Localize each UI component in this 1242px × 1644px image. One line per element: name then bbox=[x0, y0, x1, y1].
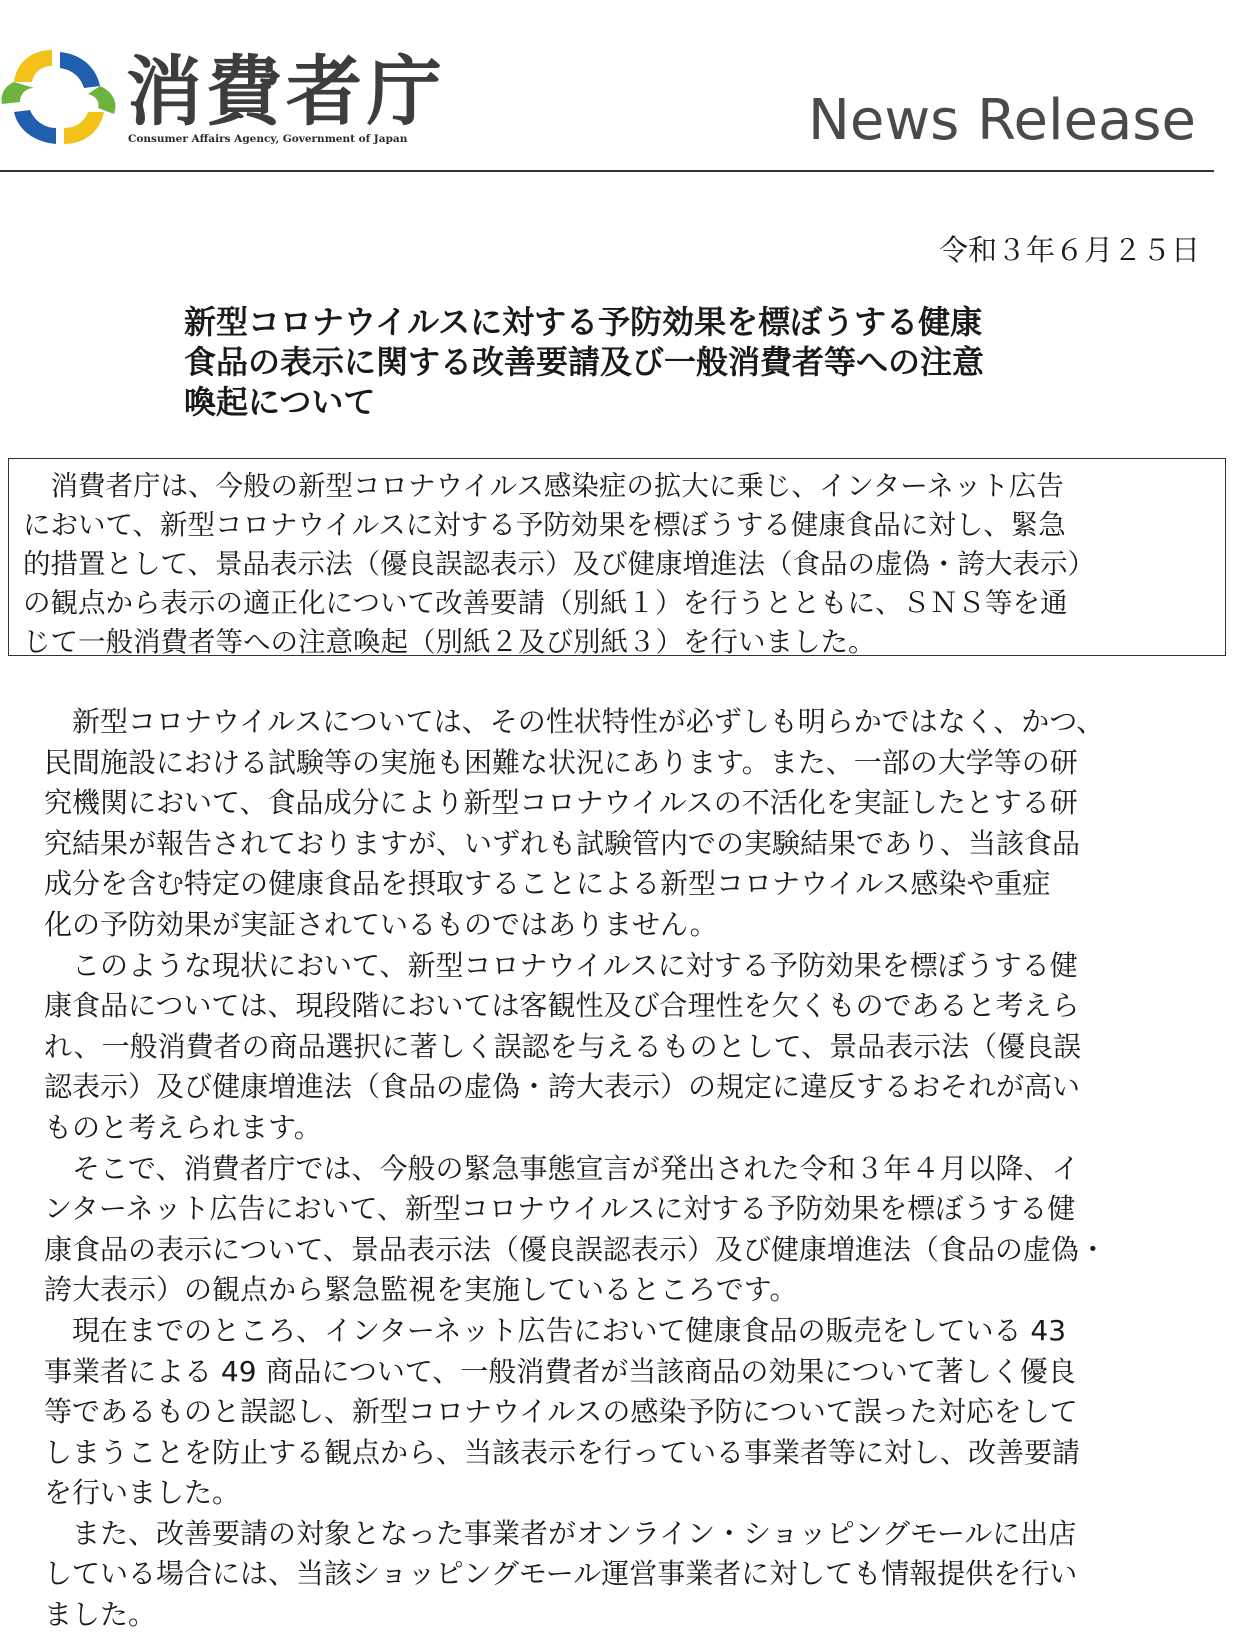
body-line: を行いました。 bbox=[44, 1476, 241, 1510]
summary-line: において、新型コロナウイルスに対する予防効果を標ぼうする健康食品に対し、緊急 bbox=[23, 509, 1066, 541]
title-line: 喚起について bbox=[184, 383, 376, 421]
body-line: 現在までのところ、インターネット広告において健康食品の販売をしている 43 bbox=[44, 1313, 1067, 1347]
body-line: 究結果が報告されておりますが、いずれも試験管内での実験結果であり、当該食品 bbox=[44, 826, 1081, 860]
news-release-label: News Release bbox=[808, 88, 1196, 153]
body-line: れ、一般消費者の商品選択に著しく誤認を与えるものとして、景品表示法（優良誤 bbox=[44, 1029, 1082, 1063]
body-line: 成分を含む特定の健康食品を摂取することによる新型コロナウイルス感染や重症 bbox=[44, 867, 1051, 901]
body-line: 化の予防効果が実証されているものではありません。 bbox=[44, 907, 718, 941]
page-header bbox=[0, 0, 1242, 175]
document-title bbox=[184, 302, 1064, 422]
body-line: 康食品の表示について、景品表示法（優良誤認表示）及び健康増進法（食品の虚偽・ bbox=[44, 1232, 1107, 1266]
body-line: ンターネット広告において、新型コロナウイルスに対する予防効果を標ぼうする健 bbox=[44, 1192, 1076, 1226]
agency-logo-icon bbox=[0, 42, 118, 148]
summary-line: 消費者庁は、今般の新型コロナウイルス感染症の拡大に乗じ、インターネット広告 bbox=[23, 470, 1064, 502]
body-line: 康食品については、現段階においては客観性及び合理性を欠くものであると考えら bbox=[44, 989, 1080, 1023]
title-line: 食品の表示に関する改善要請及び一般消費者等への注意 bbox=[184, 343, 985, 381]
body-line: 究機関において、食品成分により新型コロナウイルスの不活化を実証したとする研 bbox=[44, 786, 1078, 820]
summary-line: の観点から表示の適正化について改善要請（別紙１）を行うとともに、ＳＮＳ等を通 bbox=[23, 587, 1068, 619]
release-date: 令和３年６月２５日 bbox=[938, 233, 1200, 267]
body-line: ものと考えられます。 bbox=[44, 1110, 322, 1144]
title-line: 新型コロナウイルスに対する予防効果を標ぼうする健康 bbox=[184, 303, 983, 341]
summary-line: じて一般消費者等への注意喚起（別紙２及び別紙３）を行いました。 bbox=[23, 626, 876, 658]
body-line: している場合には、当該ショッピングモール運営事業者に対しても情報提供を行い bbox=[44, 1557, 1078, 1591]
body-line: ました。 bbox=[44, 1598, 157, 1632]
summary-line: 的措置として、景品表示法（優良誤認表示）及び健康増進法（食品の虚偽・誇大表示） bbox=[23, 548, 1095, 580]
body-line: このような現状において、新型コロナウイルスに対する予防効果を標ぼうする健 bbox=[44, 948, 1078, 982]
agency-subtitle: Consumer Affairs Agency, Government of Japan bbox=[128, 133, 408, 145]
body-line: 認表示）及び健康増進法（食品の虚偽・誇大表示）の規定に違反するおそれが高い bbox=[44, 1070, 1081, 1104]
body-line: 誇大表示）の観点から緊急監視を実施しているところです。 bbox=[44, 1273, 798, 1307]
header-divider bbox=[0, 170, 1214, 172]
body-line: しまうことを防止する観点から、当該表示を行っている事業者等に対し、改善要請 bbox=[44, 1435, 1081, 1469]
body-line: また、改善要請の対象となった事業者がオンライン・ショッピングモールに出店 bbox=[44, 1516, 1077, 1550]
body-line: 民間施設における試験等の実施も困難な状況にあります。また、一部の大学等の研 bbox=[44, 745, 1078, 779]
summary-box bbox=[8, 458, 1226, 656]
body-text bbox=[44, 702, 1202, 1636]
body-line: 等であるものと誤認し、新型コロナウイルスの感染予防について誤った対応をして bbox=[44, 1395, 1078, 1429]
body-line: 新型コロナウイルスについては、その性状特性が必ずしも明らかではなく、かつ、 bbox=[44, 705, 1105, 738]
body-line: 事業者による 49 商品について、一般消費者が当該商品の効果について著しく優良 bbox=[44, 1354, 1076, 1388]
body-line: そこで、消費者庁では、今般の緊急事態宣言が発出された令和３年４月以降、イ bbox=[44, 1151, 1080, 1185]
agency-name: 消費者庁 bbox=[126, 47, 446, 136]
